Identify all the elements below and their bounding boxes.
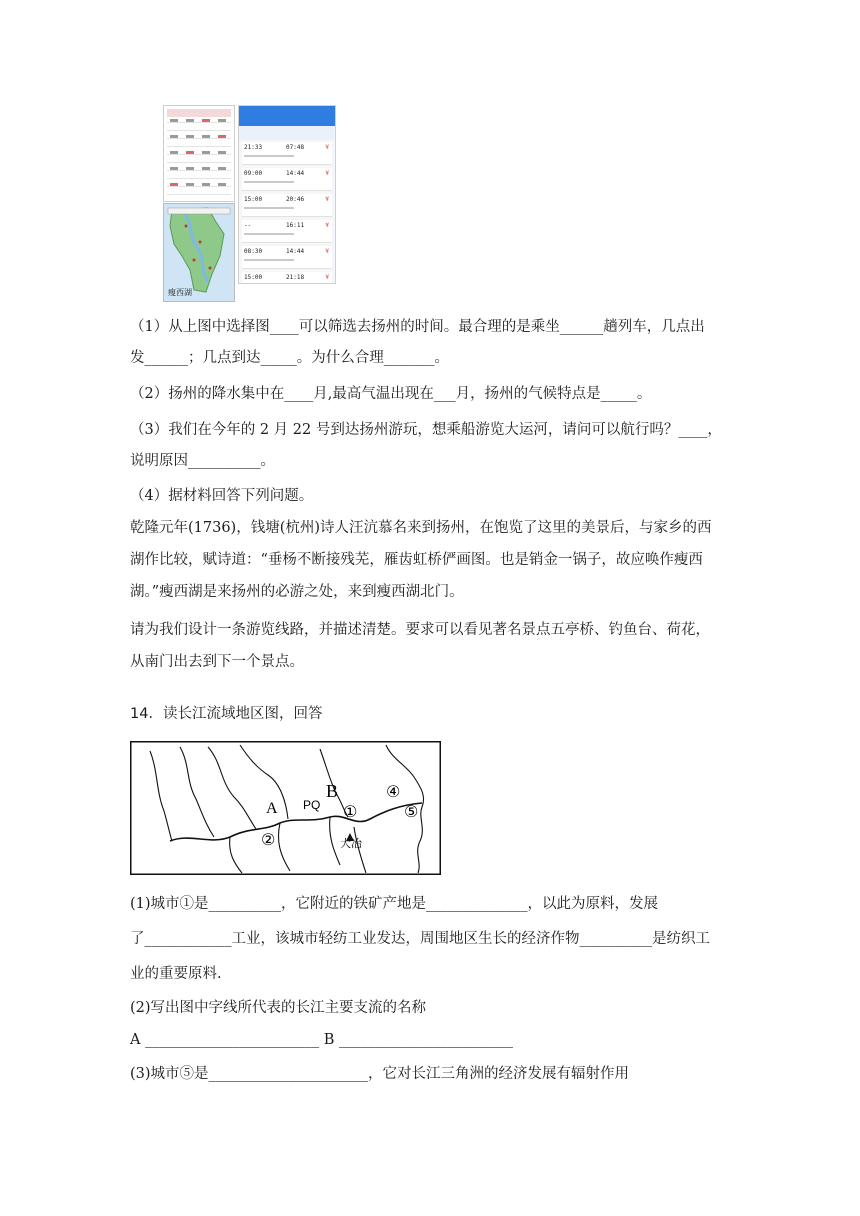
q13-part2: （2）扬州的降水集中在____月,最高气温出现在___月，扬州的气候特点是_____。 [130,386,652,402]
label-city-2: ② [261,830,276,849]
q14-part1-line2: 了____________工业，该城市轻纺工业发达，周围地区生长的经济作物__________是纺织工 [130,931,710,947]
q13-material-line1: 乾隆元年(1736)，钱塘(杭州)诗人汪沆慕名来到扬州，在饱览了这里的美景后，与家乡的西 [130,520,712,536]
q13-part1-line2: 发______；几点到达_____。为什么合理_______。 [130,350,449,366]
label-city-4: ④ [386,782,401,801]
q13-material-line2: 湖作比较，赋诗道：“垂杨不断接残芜，雁齿虹桥俨画图。也是销金一锅子，故应唤作瘦西 [130,552,703,568]
q14-part1-line1: (1)城市①是__________，它附近的铁矿产地是______________，以此为原料，发展 [130,896,659,912]
q13-part3-line2: 说明原因__________。 [130,453,275,469]
label-b: B [326,781,339,801]
slender-west-lake-map-image [163,203,235,302]
climate-data-table-image [163,105,235,202]
label-a: A [266,800,278,817]
q14-title: 14．读长江流域地区图，回答 [130,706,323,722]
label-city-5: ⑤ [404,802,419,821]
label-daye: 大冶 [340,837,362,850]
q14-part2-answer: A ________________________ B ________________________ [130,1032,513,1048]
q13-part4: （4）据材料回答下列问题。 [130,488,314,504]
q14-part1-line3: 业的重要原料. [130,966,222,982]
label-pq: PQ [303,798,321,812]
q14-part3: (3)城市⑤是______________________，它对长江三角洲的经济发展有辐射作用 [130,1066,630,1082]
q13-part3-line1: （3）我们在今年的 2 月 22 号到达扬州游玩，想乘船游览大运河，请问可以航行吗？____， [130,422,722,438]
label-city-1: ① [343,802,358,821]
q13-material-line3: 湖。”瘦西湖是来扬州的必游之处，来到瘦西湖北门。 [130,584,464,600]
map-caption: 瘦西湖 [168,288,192,297]
q13-task-line1: 请为我们设计一条游览线路，并描述清楚。要求可以看见著名景点五亭桥、钓鱼台、荷花， [130,622,710,638]
q14-part2: (2)写出图中字线所代表的长江主要支流的名称 [130,1000,427,1016]
q13-task-line2: 从南门出去到下一个景点。 [130,654,304,670]
train-schedule-screenshot: 21:33 07:48 ¥ 09:00 14:44 ¥ 15:00 20:46 ¥ -- 16:11 ¥ 08:30 14:44 ¥ 15:00 21:18 ¥ [238,105,336,284]
yangtze-basin-map [130,741,441,875]
q13-part1-line1: （1）从上图中选择图____可以筛选去扬州的时间。最合理的是乘坐______趟列车，几点出 [130,319,705,335]
